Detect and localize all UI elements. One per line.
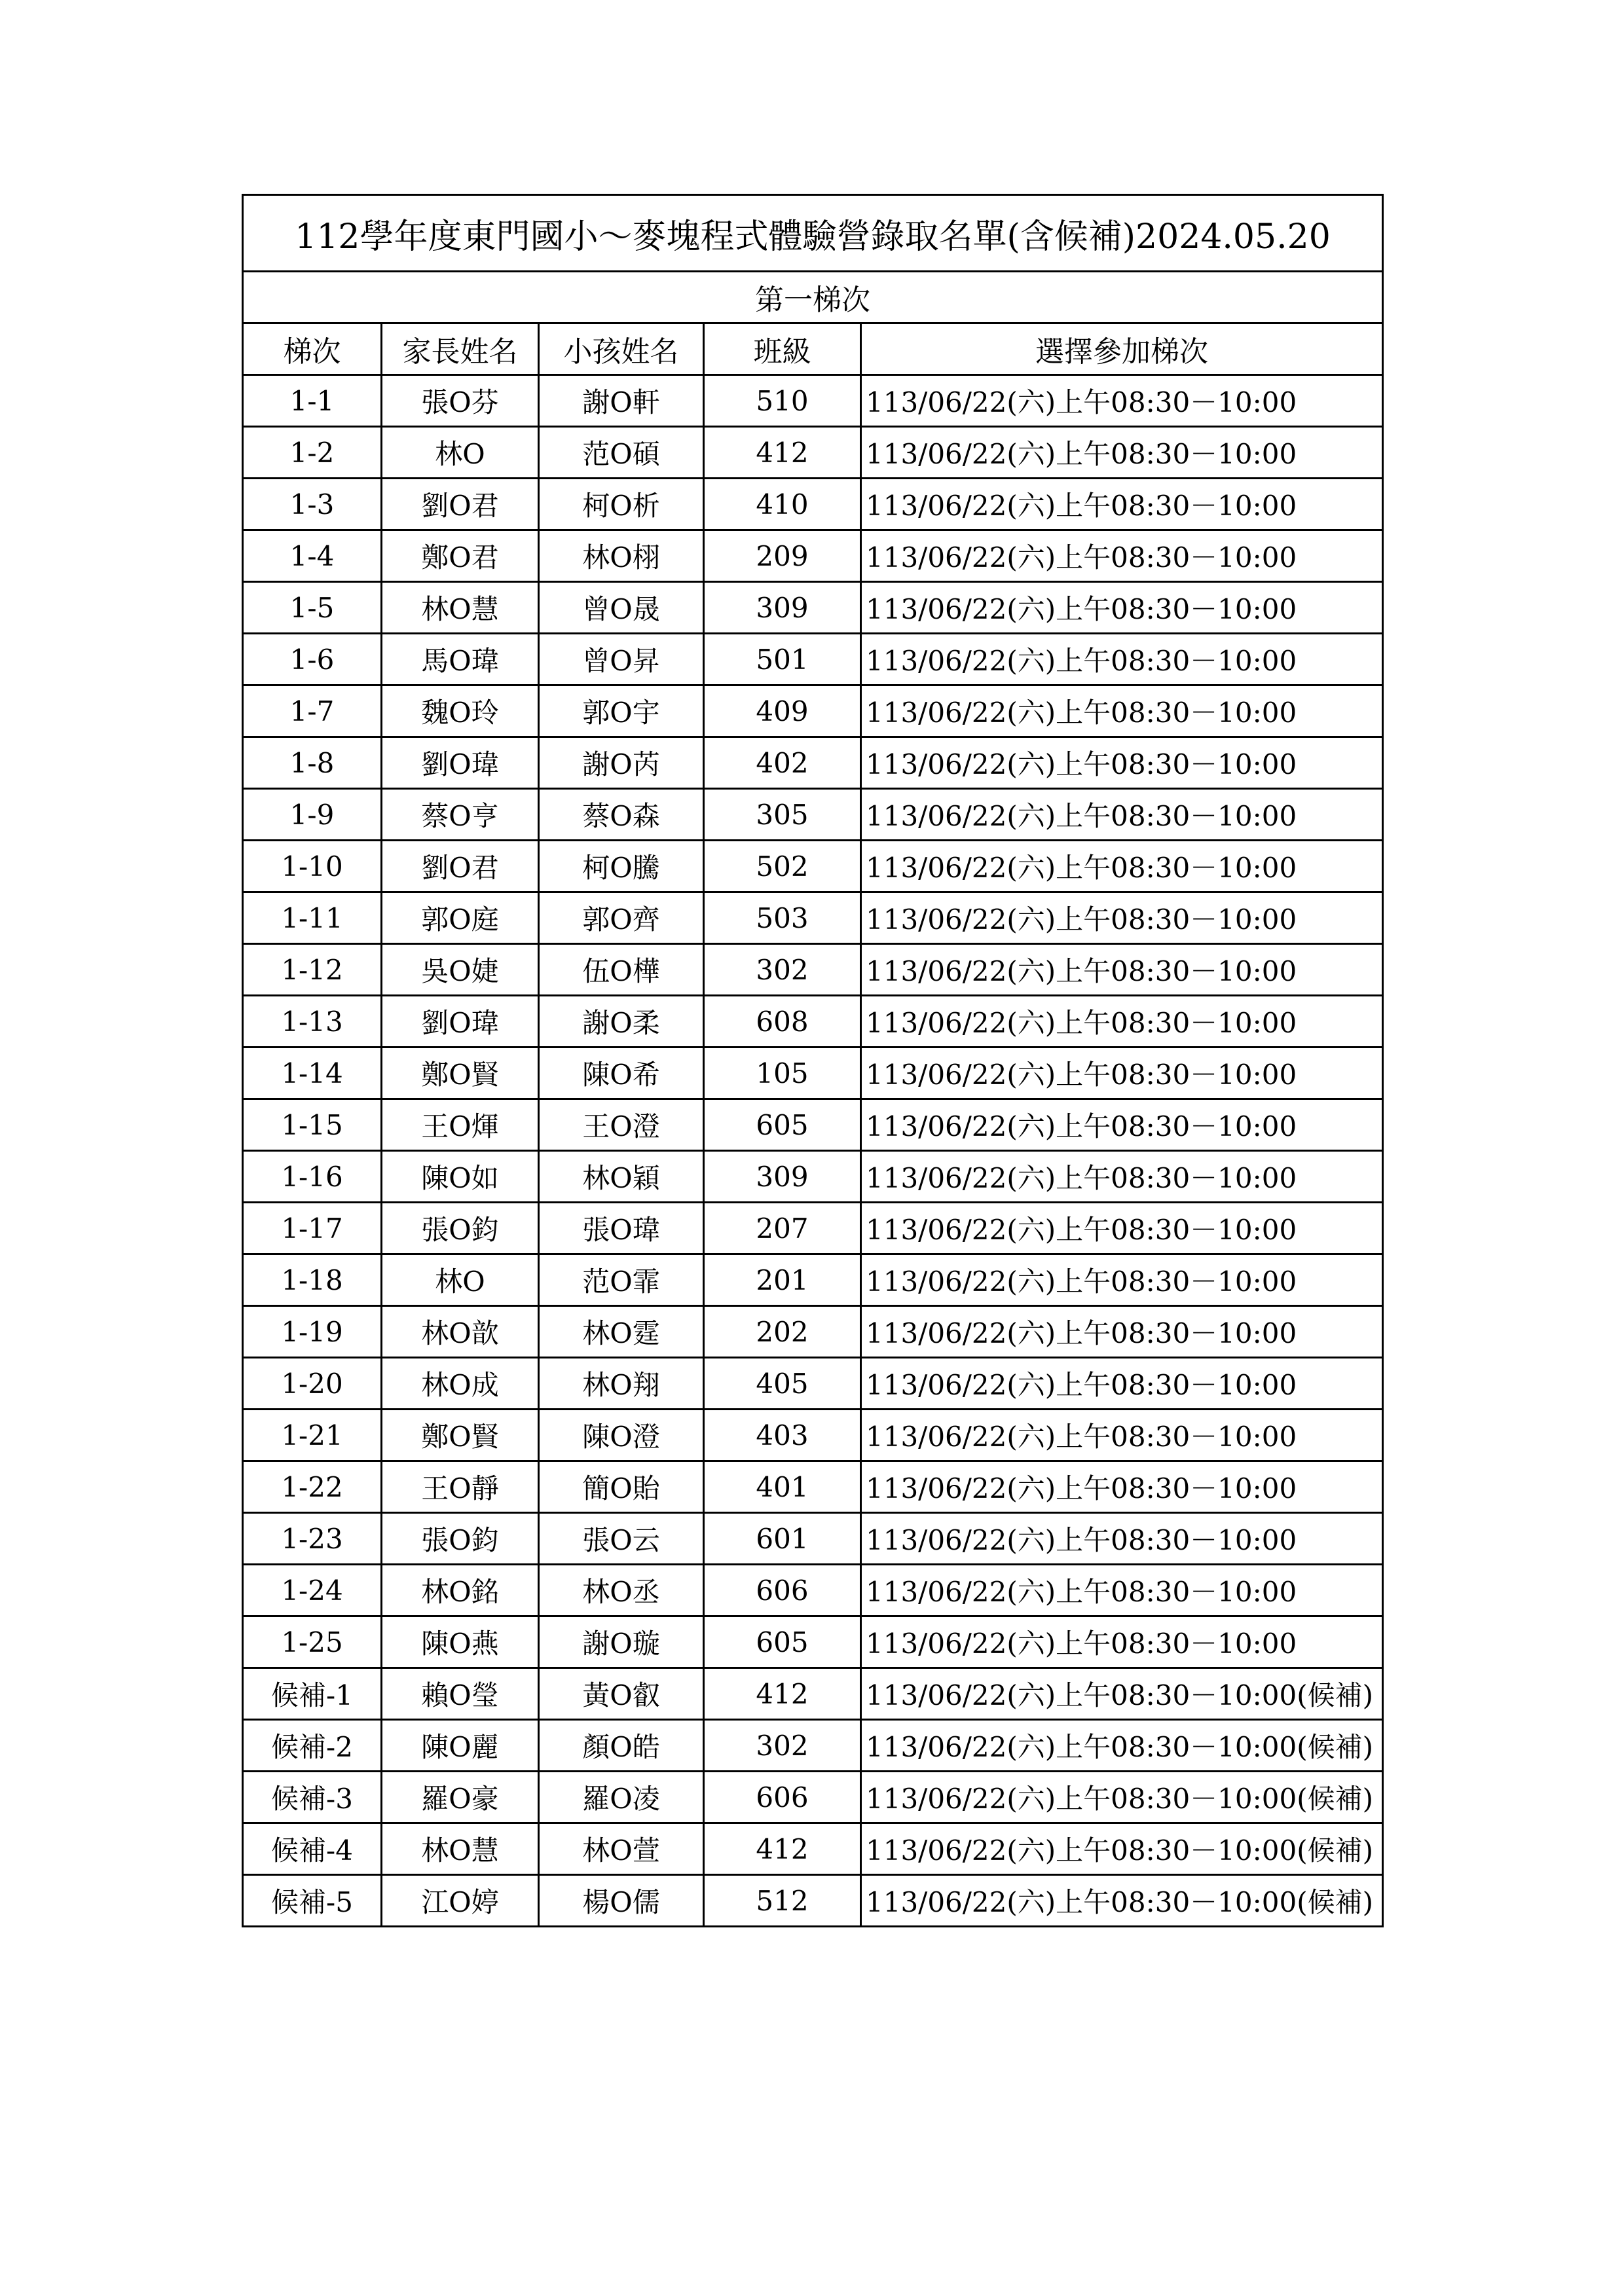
table-row	[243, 1151, 1383, 1203]
cell-class: 503	[704, 892, 861, 944]
cell-schedule: 113/06/22(六)上午08:30－10:00(候補)	[861, 1720, 1383, 1772]
cell-schedule: 113/06/22(六)上午08:30－10:00	[861, 789, 1383, 841]
cell-parent-name: 劉O瑋	[382, 996, 539, 1048]
table-row	[243, 582, 1383, 634]
cell-parent-name: 林O	[382, 427, 539, 479]
table-row	[243, 427, 1383, 479]
cell-round: 候補-5	[243, 1875, 382, 1927]
cell-child-name: 曾O昇	[539, 634, 704, 685]
table-row	[243, 1565, 1383, 1616]
table-row	[243, 1668, 1383, 1720]
header-class: 班級	[704, 323, 861, 375]
cell-round: 1-17	[243, 1203, 382, 1254]
cell-round: 1-25	[243, 1616, 382, 1668]
table-row	[243, 1306, 1383, 1358]
cell-round: 候補-2	[243, 1720, 382, 1772]
cell-class: 608	[704, 996, 861, 1048]
table-row	[243, 1823, 1383, 1875]
cell-class: 207	[704, 1203, 861, 1254]
table-row	[243, 1461, 1383, 1513]
cell-schedule: 113/06/22(六)上午08:30－10:00	[861, 1099, 1383, 1151]
cell-child-name: 張O瑋	[539, 1203, 704, 1254]
table-row	[243, 1099, 1383, 1151]
cell-round: 1-2	[243, 427, 382, 479]
cell-schedule: 113/06/22(六)上午08:30－10:00	[861, 375, 1383, 427]
cell-parent-name: 郭O庭	[382, 892, 539, 944]
cell-parent-name: 馬O瑋	[382, 634, 539, 685]
table-row	[243, 634, 1383, 685]
cell-child-name: 林O萱	[539, 1823, 704, 1875]
cell-parent-name: 魏O玲	[382, 685, 539, 737]
table-row	[243, 685, 1383, 737]
cell-parent-name: 江O婷	[382, 1875, 539, 1927]
cell-parent-name: 吳O婕	[382, 944, 539, 996]
cell-child-name: 黃O叡	[539, 1668, 704, 1720]
cell-schedule: 113/06/22(六)上午08:30－10:00	[861, 892, 1383, 944]
section-row	[243, 272, 1383, 323]
cell-round: 1-16	[243, 1151, 382, 1203]
cell-round: 1-20	[243, 1358, 382, 1410]
cell-schedule: 113/06/22(六)上午08:30－10:00	[861, 841, 1383, 892]
cell-child-name: 曾O晟	[539, 582, 704, 634]
table-row	[243, 479, 1383, 530]
table-row	[243, 944, 1383, 996]
cell-parent-name: 劉O君	[382, 479, 539, 530]
cell-round: 1-23	[243, 1513, 382, 1565]
cell-parent-name: 劉O君	[382, 841, 539, 892]
cell-parent-name: 羅O豪	[382, 1772, 539, 1823]
cell-schedule: 113/06/22(六)上午08:30－10:00	[861, 1306, 1383, 1358]
cell-round: 1-10	[243, 841, 382, 892]
cell-class: 501	[704, 634, 861, 685]
cell-parent-name: 王O煇	[382, 1099, 539, 1151]
cell-parent-name: 王O靜	[382, 1461, 539, 1513]
cell-class: 402	[704, 737, 861, 789]
cell-round: 1-15	[243, 1099, 382, 1151]
cell-class: 510	[704, 375, 861, 427]
cell-child-name: 郭O宇	[539, 685, 704, 737]
cell-child-name: 謝O軒	[539, 375, 704, 427]
cell-class: 309	[704, 582, 861, 634]
cell-parent-name: 陳O麗	[382, 1720, 539, 1772]
cell-schedule: 113/06/22(六)上午08:30－10:00(候補)	[861, 1772, 1383, 1823]
table-row	[243, 1720, 1383, 1772]
cell-schedule: 113/06/22(六)上午08:30－10:00	[861, 1254, 1383, 1306]
cell-round: 候補-3	[243, 1772, 382, 1823]
table-row	[243, 789, 1383, 841]
table-row	[243, 1254, 1383, 1306]
cell-schedule: 113/06/22(六)上午08:30－10:00	[861, 1616, 1383, 1668]
cell-schedule: 113/06/22(六)上午08:30－10:00	[861, 1358, 1383, 1410]
cell-class: 401	[704, 1461, 861, 1513]
cell-parent-name: 劉O瑋	[382, 737, 539, 789]
cell-schedule: 113/06/22(六)上午08:30－10:00	[861, 1151, 1383, 1203]
cell-parent-name: 陳O燕	[382, 1616, 539, 1668]
cell-child-name: 陳O希	[539, 1048, 704, 1099]
cell-schedule: 113/06/22(六)上午08:30－10:00(候補)	[861, 1823, 1383, 1875]
cell-round: 1-19	[243, 1306, 382, 1358]
cell-child-name: 羅O凌	[539, 1772, 704, 1823]
column-header-row	[243, 323, 1383, 375]
header-schedule: 選擇參加梯次	[861, 323, 1383, 375]
cell-parent-name: 林O慧	[382, 1823, 539, 1875]
cell-child-name: 蔡O森	[539, 789, 704, 841]
header-child-name: 小孩姓名	[539, 323, 704, 375]
cell-child-name: 張O云	[539, 1513, 704, 1565]
cell-child-name: 林O丞	[539, 1565, 704, 1616]
cell-child-name: 柯O析	[539, 479, 704, 530]
cell-parent-name: 張O鈞	[382, 1203, 539, 1254]
cell-schedule: 113/06/22(六)上午08:30－10:00	[861, 1461, 1383, 1513]
cell-child-name: 郭O齊	[539, 892, 704, 944]
cell-child-name: 柯O騰	[539, 841, 704, 892]
cell-child-name: 林O穎	[539, 1151, 704, 1203]
cell-parent-name: 張O鈞	[382, 1513, 539, 1565]
cell-schedule: 113/06/22(六)上午08:30－10:00	[861, 479, 1383, 530]
cell-schedule: 113/06/22(六)上午08:30－10:00(候補)	[861, 1668, 1383, 1720]
cell-class: 410	[704, 479, 861, 530]
cell-child-name: 范O碩	[539, 427, 704, 479]
cell-parent-name: 林O成	[382, 1358, 539, 1410]
table-row	[243, 737, 1383, 789]
cell-schedule: 113/06/22(六)上午08:30－10:00	[861, 1048, 1383, 1099]
table-row	[243, 841, 1383, 892]
cell-schedule: 113/06/22(六)上午08:30－10:00	[861, 996, 1383, 1048]
cell-schedule: 113/06/22(六)上午08:30－10:00(候補)	[861, 1875, 1383, 1927]
cell-child-name: 伍O樺	[539, 944, 704, 996]
cell-class: 512	[704, 1875, 861, 1927]
cell-schedule: 113/06/22(六)上午08:30－10:00	[861, 1410, 1383, 1461]
cell-round: 1-8	[243, 737, 382, 789]
cell-round: 1-18	[243, 1254, 382, 1306]
cell-schedule: 113/06/22(六)上午08:30－10:00	[861, 737, 1383, 789]
cell-parent-name: 陳O如	[382, 1151, 539, 1203]
cell-class: 605	[704, 1616, 861, 1668]
cell-class: 606	[704, 1565, 861, 1616]
table-row	[243, 375, 1383, 427]
table-row	[243, 1048, 1383, 1099]
cell-round: 1-14	[243, 1048, 382, 1099]
section-heading: 第一梯次	[243, 272, 1383, 323]
document-title: 112學年度東門國小～麥塊程式體驗營錄取名單(含候補)2024.05.20	[243, 195, 1383, 272]
cell-round: 1-7	[243, 685, 382, 737]
cell-class: 606	[704, 1772, 861, 1823]
cell-schedule: 113/06/22(六)上午08:30－10:00	[861, 634, 1383, 685]
cell-class: 209	[704, 530, 861, 582]
cell-round: 候補-1	[243, 1668, 382, 1720]
cell-parent-name: 蔡O亨	[382, 789, 539, 841]
cell-round: 1-3	[243, 479, 382, 530]
cell-child-name: 楊O儒	[539, 1875, 704, 1927]
table-row	[243, 1616, 1383, 1668]
header-parent-name: 家長姓名	[382, 323, 539, 375]
cell-schedule: 113/06/22(六)上午08:30－10:00	[861, 1565, 1383, 1616]
cell-parent-name: 鄭O賢	[382, 1410, 539, 1461]
cell-class: 405	[704, 1358, 861, 1410]
cell-round: 1-6	[243, 634, 382, 685]
cell-child-name: 顏O皓	[539, 1720, 704, 1772]
cell-class: 202	[704, 1306, 861, 1358]
cell-class: 412	[704, 1823, 861, 1875]
cell-child-name: 林O翔	[539, 1358, 704, 1410]
cell-class: 309	[704, 1151, 861, 1203]
cell-class: 302	[704, 944, 861, 996]
cell-round: 1-1	[243, 375, 382, 427]
title-row	[243, 195, 1383, 272]
cell-parent-name: 賴O瑩	[382, 1668, 539, 1720]
cell-class: 601	[704, 1513, 861, 1565]
cell-parent-name: 林O銘	[382, 1565, 539, 1616]
table-row	[243, 1358, 1383, 1410]
cell-round: 1-13	[243, 996, 382, 1048]
cell-round: 1-4	[243, 530, 382, 582]
cell-child-name: 林O霆	[539, 1306, 704, 1358]
cell-class: 412	[704, 1668, 861, 1720]
cell-round: 1-21	[243, 1410, 382, 1461]
cell-round: 1-9	[243, 789, 382, 841]
table-row	[243, 530, 1383, 582]
cell-class: 605	[704, 1099, 861, 1151]
cell-child-name: 范O霏	[539, 1254, 704, 1306]
cell-class: 302	[704, 1720, 861, 1772]
table-row	[243, 1772, 1383, 1823]
cell-class: 105	[704, 1048, 861, 1099]
cell-round: 1-12	[243, 944, 382, 996]
cell-parent-name: 張O芬	[382, 375, 539, 427]
cell-schedule: 113/06/22(六)上午08:30－10:00	[861, 427, 1383, 479]
table-row	[243, 1410, 1383, 1461]
cell-round: 1-22	[243, 1461, 382, 1513]
cell-parent-name: 林O	[382, 1254, 539, 1306]
cell-schedule: 113/06/22(六)上午08:30－10:00	[861, 685, 1383, 737]
cell-parent-name: 鄭O君	[382, 530, 539, 582]
cell-parent-name: 鄭O賢	[382, 1048, 539, 1099]
cell-schedule: 113/06/22(六)上午08:30－10:00	[861, 1203, 1383, 1254]
cell-child-name: 謝O璇	[539, 1616, 704, 1668]
table-row	[243, 1513, 1383, 1565]
cell-schedule: 113/06/22(六)上午08:30－10:00	[861, 1513, 1383, 1565]
cell-child-name: 簡O貽	[539, 1461, 704, 1513]
cell-child-name: 王O澄	[539, 1099, 704, 1151]
cell-child-name: 陳O澄	[539, 1410, 704, 1461]
cell-round: 1-24	[243, 1565, 382, 1616]
cell-class: 201	[704, 1254, 861, 1306]
cell-parent-name: 林O慧	[382, 582, 539, 634]
cell-schedule: 113/06/22(六)上午08:30－10:00	[861, 582, 1383, 634]
cell-class: 412	[704, 427, 861, 479]
cell-class: 403	[704, 1410, 861, 1461]
admission-list-table	[242, 194, 1384, 1927]
cell-class: 409	[704, 685, 861, 737]
cell-child-name: 謝O芮	[539, 737, 704, 789]
cell-round: 1-11	[243, 892, 382, 944]
cell-schedule: 113/06/22(六)上午08:30－10:00	[861, 530, 1383, 582]
cell-class: 502	[704, 841, 861, 892]
table-row	[243, 1203, 1383, 1254]
cell-child-name: 林O栩	[539, 530, 704, 582]
cell-child-name: 謝O柔	[539, 996, 704, 1048]
table-row	[243, 1875, 1383, 1927]
cell-schedule: 113/06/22(六)上午08:30－10:00	[861, 944, 1383, 996]
table-row	[243, 996, 1383, 1048]
cell-class: 305	[704, 789, 861, 841]
table-row	[243, 892, 1383, 944]
cell-round: 1-5	[243, 582, 382, 634]
header-round: 梯次	[243, 323, 382, 375]
cell-parent-name: 林O歆	[382, 1306, 539, 1358]
cell-round: 候補-4	[243, 1823, 382, 1875]
